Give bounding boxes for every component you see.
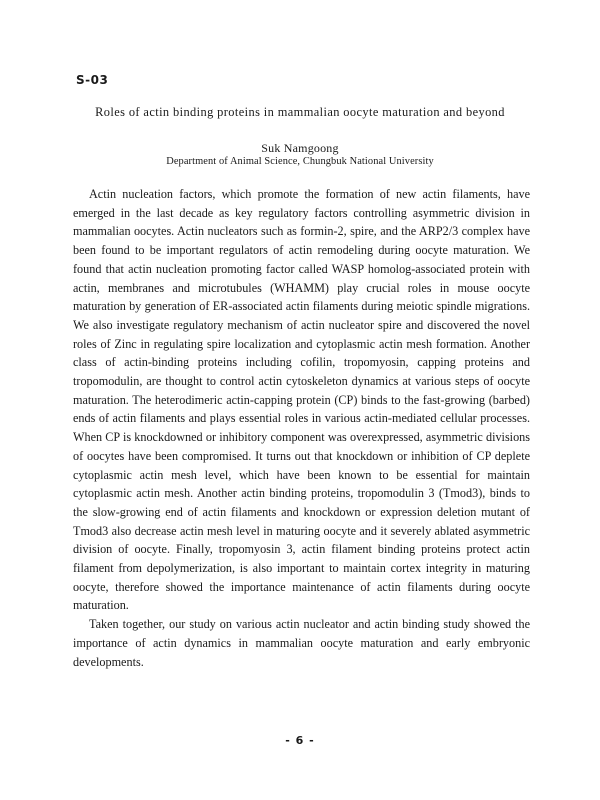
page-number: - 6 - — [285, 734, 315, 747]
abstract-body — [73, 185, 530, 671]
author-name: Suk Namgoong — [261, 141, 339, 155]
session-code: S-03 — [76, 73, 109, 87]
abstract-paragraph: Actin nucleation factors, which promote the formation of new actin filaments, have emerged in the last decade as key regulatory factors controlling asymmetric division in mammalian oocytes. Actin nucleators such as formin-2, spire, and the ARP2/3 complex have been found to be important regulators of actin remodeling during oocyte maturation. We found that actin nucleation promoting factor called WASP homolog-associated protein with actin, membranes and microtubules (WHAMM) play crucial roles in mouse oocyte maturation by generation of ER-associated actin filaments during meiotic spindle migrations. We also investigate regulatory mechanism of actin nucleator spire and discovered the novel roles of Zinc in regulating spire localization and cytoplasmic actin mesh formation. Another class of actin-binding proteins including cofilin, tropomyosin, capping proteins and tropomodulin, are thought to control actin cytoskeleton dynamics at various steps of oocyte maturation. The heterodimeric actin-capping protein (CP) binds to the fast-growing (barbed) ends of actin filaments and plays essential roles in various actin-mediated cellular processes. When CP is knockdowned or inhibitory component was overexpressed, asymmetric divisions of oocytes have been compromised. It turns out that knockdown or inhibition of CP deplete cytoplasmic actin mesh level, which have been known to be essential for maintain cytoplasmic actin mesh. Another actin binding proteins, tropomodulin 3 (Tmod3), binds to the slow-growing end of actin filaments and knockdown or expression deletion mutant of Tmod3 also decrease actin mesh level in maturing oocyte and it severely ablated asymmetric division of oocyte. Finally, tropomyosin 3, actin filament binding proteins protect actin filament from depolymerization, is also important to maintain cortex integrity in maturing oocyte, therefore showed the importance maintenance of actin filaments during oocyte maturation. — [73, 187, 530, 613]
abstract-paragraph: Taken together, our study on various actin nucleator and actin binding study showed the importance of actin dynamics in mammalian oocyte maturation and early embryonic developments. — [73, 617, 530, 669]
paper-title: Roles of actin binding proteins in mammalian oocyte maturation and beyond — [95, 105, 505, 119]
author-affiliation: Department of Animal Science, Chungbuk National University — [166, 156, 434, 167]
